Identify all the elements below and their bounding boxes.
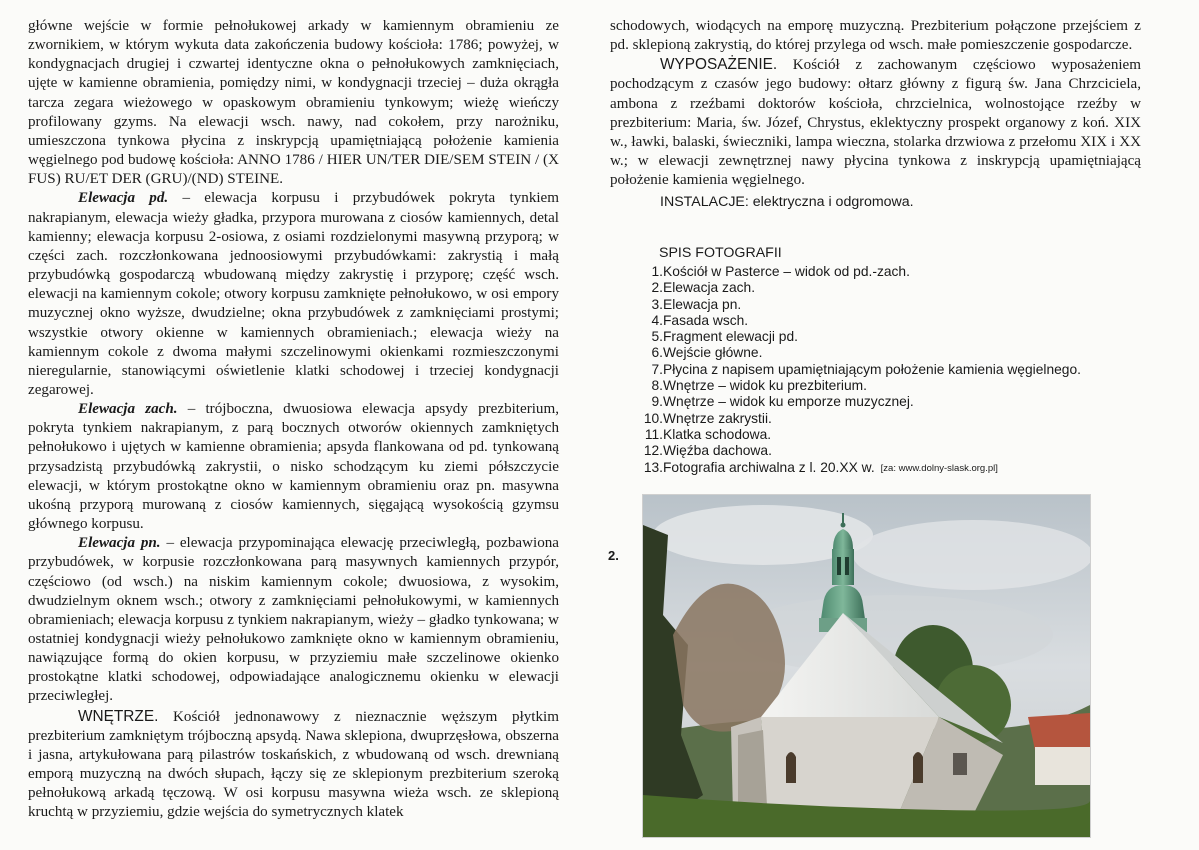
paragraph-interior-continued: schodowych, wiodących na emporę muzyczną. Prezbiterium połączone przejściem z pd. sklepioną zakrystią, do której przylega od wsch. małe pomieszczenie gospodarcze. (610, 18, 1141, 54)
photo-list-item-text: Wnętrze zakrystii. (663, 410, 772, 426)
text-elevation-north: – elewacja przypominająca elewację przeciwległą, pozbawiona przybudówek, w korpusie rozczłonkowana parą masywnych kamiennych przypór, częściowo (od wsch.) na niskim kamiennym cokole; dwuosiowa, z wysokim, dwudzielnym oknem wsch.; otwory z zamknięciami pełnołukowymi, w kamiennych obramieniach; elewacja korpusu z tynkiem nakrapianym, wieży – gładko tynkowana; w ostatniej kondygnacji wieży pełnołukowo zamknięte okno w kamiennym obramieniu, nawiązujące formą do okien korpusu, w przyziemiu małe szczelinowe okienko prostokątne klatki schodowej, odpowiadające analogicznemu okienku w elewacji przeciwległej. (28, 535, 559, 705)
photo-list-item-text: Klatka schodowa. (663, 426, 772, 442)
paragraph-elevation-north (28, 534, 559, 706)
photo-list-item (641, 427, 1081, 443)
text-elevation-west: – trójboczna, dwuosiowa elewacja apsydy prezbiterium, pokryta tynkiem nakrapianym, z parą bocznych otworów okiennych zamkniętych pełnołukowo i ujętych w kamienne obramienia; apsyda flankowana od pd. tynkowaną przysadzistą przybudówką zakrystii, o nisko schodzącym ku ziemi półszczycie elewacji, w którym prostokątne okno w kamiennym obramieniu oraz pn. masywna ukośną przyporą murowaną z ciosów kamiennych, sięgającą wysokością gzymsu głównego korpusu. (28, 401, 559, 533)
photo-list-item (641, 329, 1081, 345)
photo-list (641, 245, 1081, 476)
photo-list-item (641, 264, 1081, 280)
photo-list-item (641, 345, 1081, 361)
photo-list-item-source: [za: www.dolny-slask.org.pl] (880, 462, 998, 474)
photo-list-item (641, 460, 1081, 476)
photo-list-item (641, 378, 1081, 394)
photo-list-item-text: Fasada wsch. (663, 312, 749, 328)
photo-list-item-number: 2. (651, 280, 663, 296)
photo-list-item-text: Płycina z napisem upamiętniającym położenie kamienia węgielnego. (663, 361, 1081, 377)
installations-line: INSTALACJE: elektryczna i odgromowa. (660, 194, 914, 211)
photo-list-title: SPIS FOTOGRAFII (659, 245, 782, 261)
paragraph-facade-east: główne wejście w formie pełnołukowej arkady w kamiennym obramieniu ze zwornikiem, w którym wykuta data zakończenia budowy kościoła: 1786; powyżej, w kondygnacjach drugiej i czwartej identyczne okna o pełnołukowych zamknięciach, ujęte w kamienne obramienia, pomiędzy nimi, w kondygnacji trzeciej – duża okrągła tarcza zegara wieżowego w opaskowym obramieniu tynkowym; wieżę wieńczy profilowany gzyms. Na elewacji wsch. nawy, nad cokołem, przy narożniku, umieszczona tynkowa płycina z inskrypcją upamiętniającą położenie kamienia węgielnego pod budowę kościoła: ANNO 1786 / HIER UN/TER DIE/SEM STEIN / (X FUS) RU/ET DER (GRU)/(ND) STEINE. (28, 18, 559, 188)
photo-list-item-text: Kościół w Pasterce – widok od pd.-zach. (663, 264, 910, 279)
heading-elevation-north: Elewacja pn. (78, 535, 161, 552)
text-furnishings: Kościół z zachowanym częściowo wyposażeniem pochodzącym z czasów jego budowy: ołtarz główny z figurą św. Jana Chrzciciela, ambona z rzeźbami doktorów kościoła, chrzcielnica, wolnostojące rzeźby w prezbiterium: Maria, św. Józef, Chrystus, eklektyczny prospekt organowy z koń. XIX w., ławki, balaski, świeczniki, lampa wieczna, stolarka drzwiowa z przełomu XIX i XX w.; w elewacji zewnętrznej nawy płycina tynkowa z inskrypcją upamiętniającą położenie kamienia węgielnego. (610, 57, 1141, 189)
photo-list-item-number: 8. (651, 378, 663, 394)
photo-list-item (641, 313, 1081, 329)
photo-list-item-number: 7. (651, 361, 663, 377)
photo-list-item-text: Fotografia archiwalna z l. 20.XX w. (663, 459, 875, 475)
photo-list-item-number: 12. (643, 443, 663, 459)
photo-list-item-text: Więźba dachowa. (663, 443, 772, 459)
text-interior: Kościół jednonawowy z nieznacznie węższym płytkim prezbiterium zamkniętym trójboczną apsydą. Nawa sklepiona, dwuprzęsłowa, obszerna i jasna, artykułowana parą pilastrów toskańskich, z wbudowaną od wsch. drewnianą emporą muzyczną na dwóch słupach, łączy się ze sklepionym prezbiterium szeroką pełnołukową arkadą tęczową. W osi korpusu masywna wieża wsch. ze sklepioną kruchtą w przyziemiu, gdzie wejścia do symetrycznych klatek (28, 708, 559, 821)
photo-number-label: 2. (608, 548, 619, 563)
photo-list-item-text: Elewacja pn. (663, 296, 742, 312)
heading-elevation-south: Elewacja pd. (78, 190, 169, 207)
photo-list-item (641, 362, 1081, 378)
heading-elevation-west: Elewacja zach. (78, 401, 178, 418)
photo-list-item-number: 4. (651, 312, 663, 328)
photo-list-item (641, 280, 1081, 296)
text-elevation-south: – elewacja korpusu i przybudówek pokryta tynkiem nakrapianym, elewacja wieży gładka, przypora murowana z ciosów kamiennych, detal kamienny; elewacja korpusu 2-osiowa, z osiami rozdzielonymi masywną przyporą; w części zach. rozczłonkowana jednoosiowymi przybudówkami: zakrystią i małą przybudówką gospodarczą wbudowaną między zakrystię i przyporę; część wsch. elewacji na kamiennym cokole; otwory korpusu zamknięte pełnołukowo, w osi empory muzycznej okno wyższe, dwudzielne; okna przybudówek z zamknięciami prostymi; wszystkie otwory okienne w kamiennych obramieniach.; elewacja wieży na kamiennym cokole z dwoma małymi szczelinowymi okienkami rozmieszczonymi nieregularnie, stanowiącymi oświetlenie klatki schodowej i trzeciej kondygnacji zegarowej. (28, 190, 559, 398)
heading-interior: WNĘTRZE. (78, 707, 159, 725)
left-text-column (28, 17, 559, 823)
paragraph-furnishings (610, 55, 1141, 190)
photo-list-item (641, 394, 1081, 410)
photo-list-item-number: 10. (643, 410, 663, 426)
church-photo (642, 494, 1091, 838)
photo-list-item-number: 11. (644, 426, 663, 442)
photo-list-item-number: 6. (651, 345, 663, 361)
photo-list-item (641, 411, 1081, 427)
photo-list-item (641, 443, 1081, 459)
paragraph-elevation-west (28, 400, 559, 534)
paragraph-interior (28, 707, 559, 823)
photo-list-item-number: 3. (651, 296, 663, 312)
photo-list-items (641, 264, 1081, 476)
paragraph-elevation-south (28, 189, 559, 400)
photo-list-item-text: Wnętrze – widok ku emporze muzycznej. (663, 394, 914, 410)
photo-list-item-number: 5. (651, 329, 663, 345)
right-text-column (610, 17, 1141, 212)
photo-list-item-number: 1. (651, 264, 663, 279)
photo-list-item-number: 9. (651, 394, 663, 410)
photo-list-item-number: 13. (643, 459, 663, 475)
photo-list-item-text: Elewacja zach. (663, 280, 756, 296)
photo-list-item-text: Wnętrze – widok ku prezbiterium. (663, 378, 867, 394)
photo-list-item-text: Wejście główne. (663, 345, 763, 361)
photo-list-item-text: Fragment elewacji pd. (663, 329, 798, 345)
photo-list-item (641, 297, 1081, 313)
heading-furnishings: WYPOSAŻENIE. (660, 56, 778, 74)
